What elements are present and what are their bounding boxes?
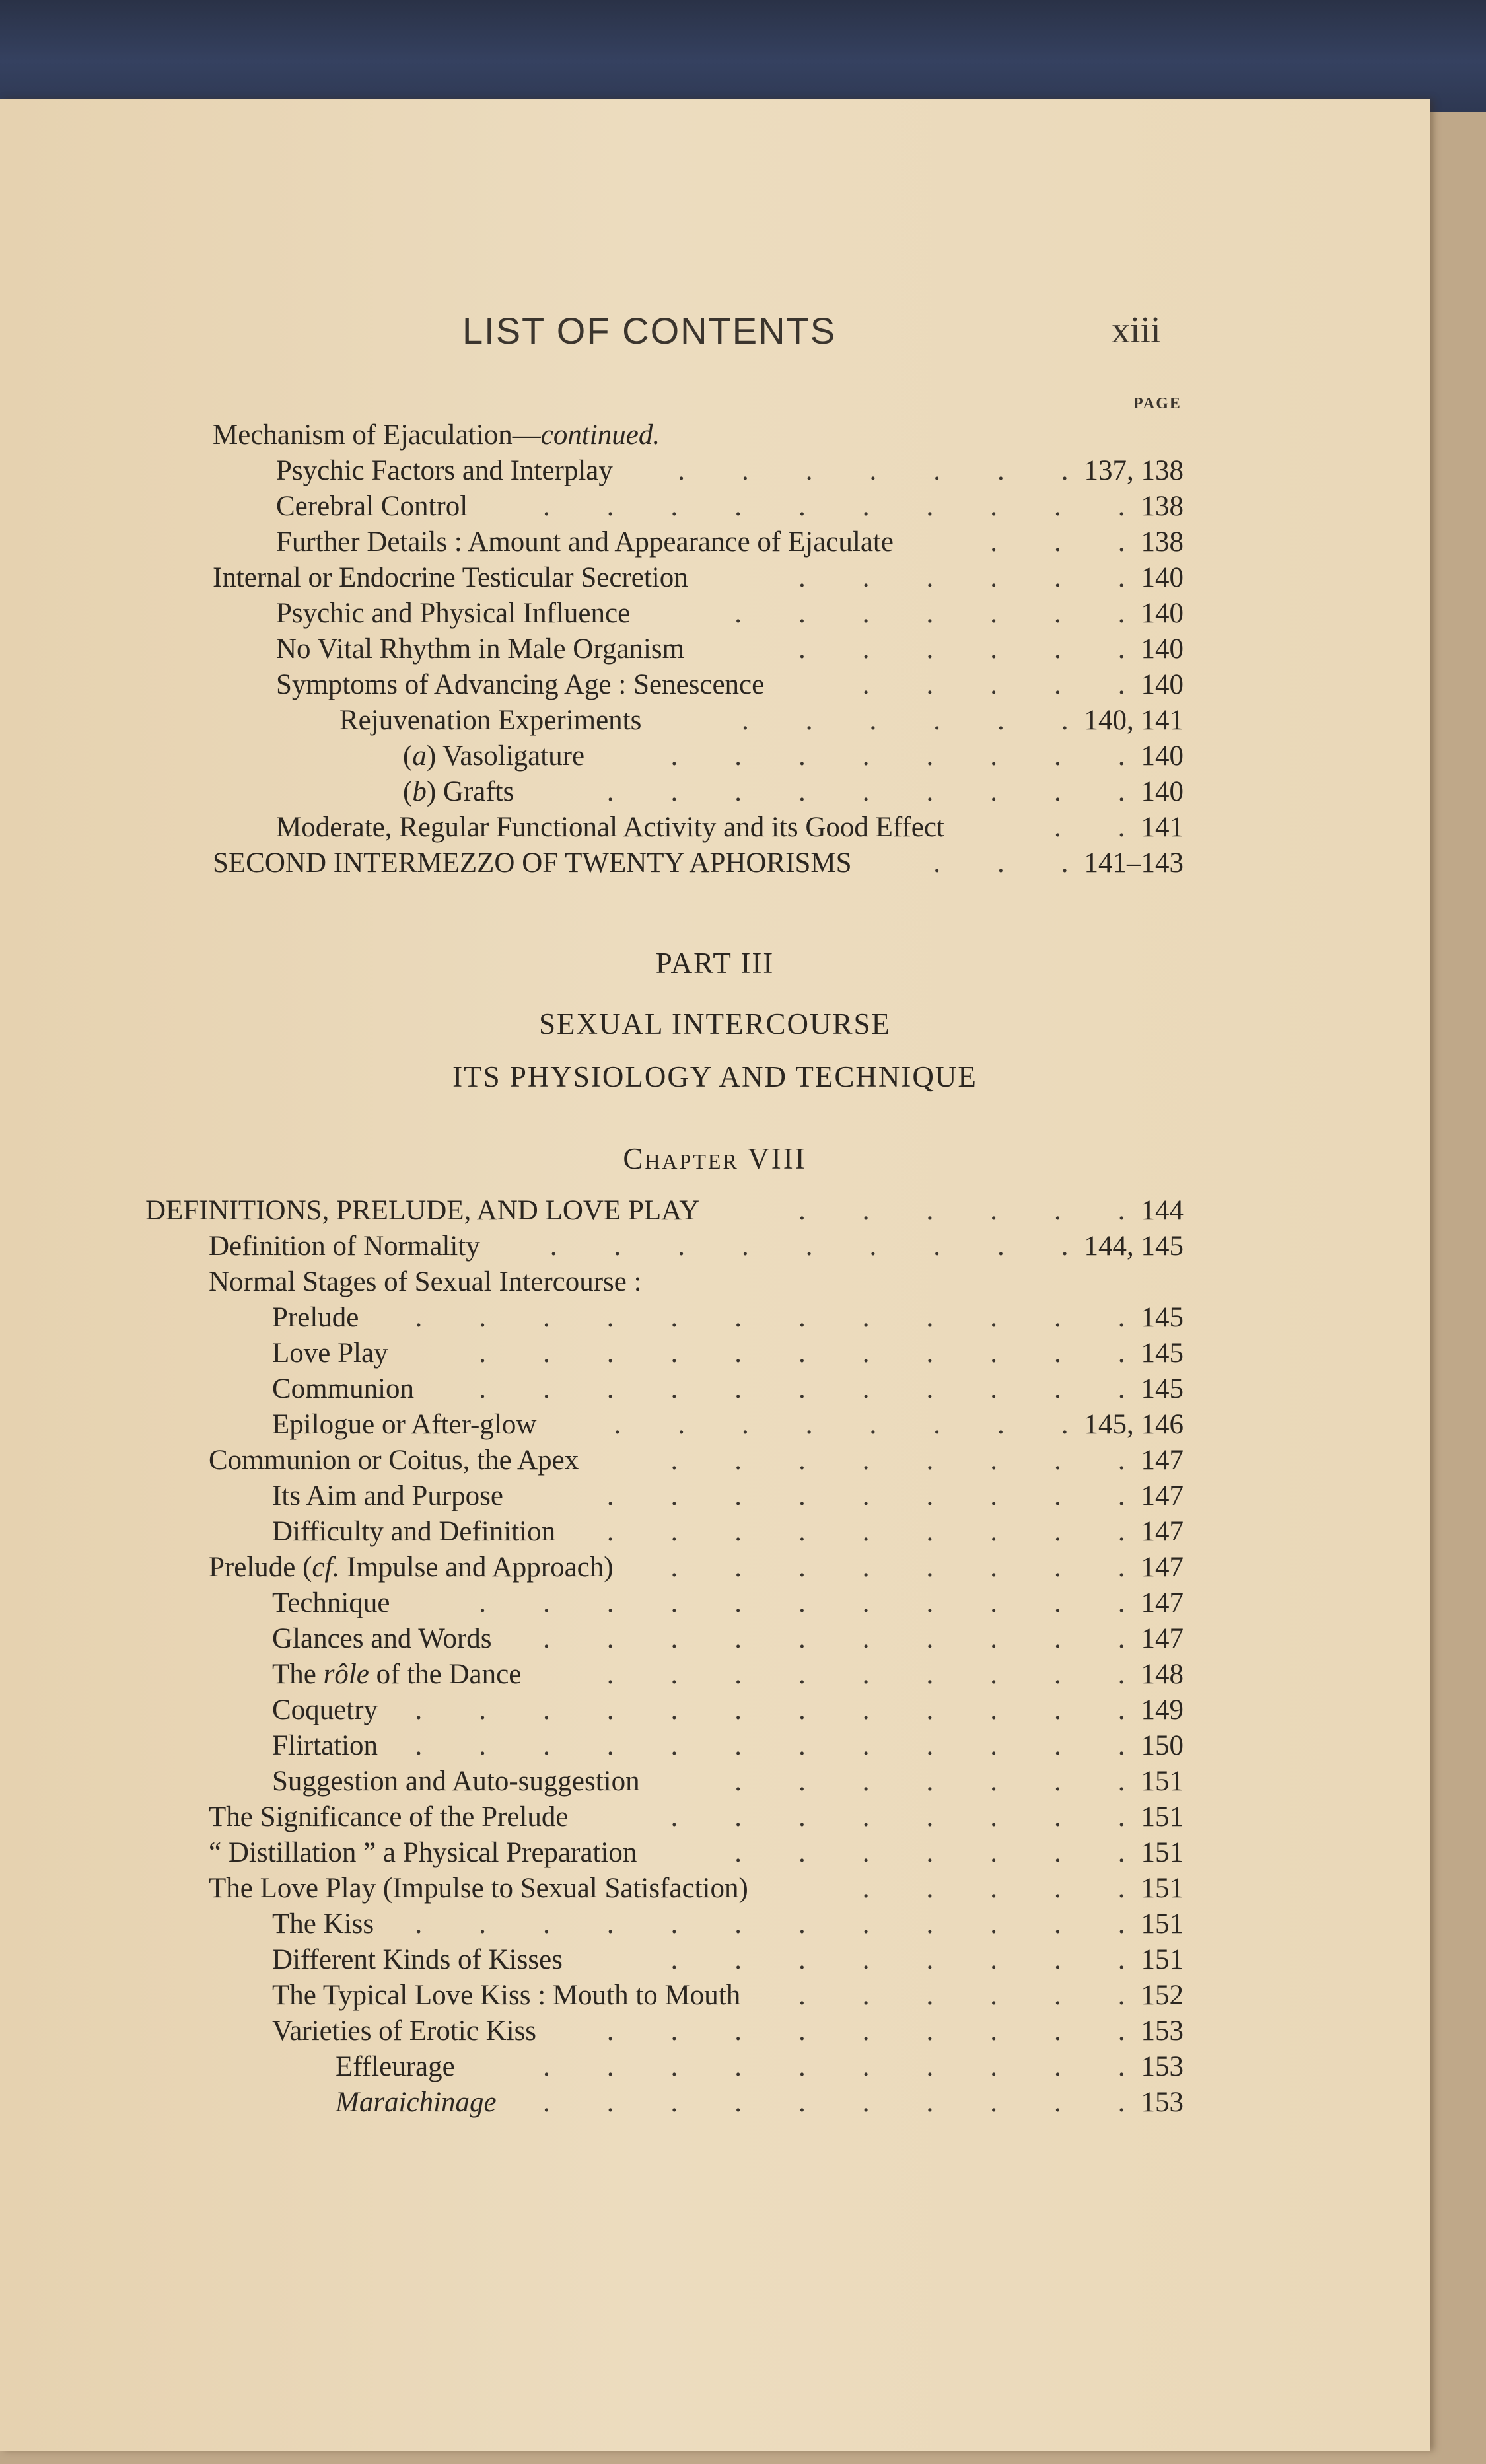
toc-entry [272, 1978, 1184, 2013]
toc-entry-label: (a) Vasoligature [403, 741, 585, 772]
toc-entry [209, 1550, 1184, 1585]
toc-leader-dots: . . . . . . . . . . . [479, 1587, 1125, 1618]
toc-leader-dots: . . . . . . . [734, 598, 1125, 629]
toc-entry [276, 489, 1184, 525]
toc-entry-page: 147 [1141, 1480, 1184, 1511]
toc-entry-label: Technique [272, 1587, 390, 1618]
toc-leader-dots: . . . . . . . . . [606, 1516, 1125, 1547]
toc-entry [403, 739, 1184, 774]
toc-entry [276, 453, 1184, 489]
toc-entry-label: Cerebral Control [276, 491, 468, 522]
toc-entry-label: Symptoms of Advancing Age : Senescence [276, 669, 765, 700]
toc-entry-label: Prelude [272, 1302, 359, 1333]
toc-leader-dots: . . . [990, 526, 1125, 558]
toc-entry [276, 632, 1184, 667]
toc-leader-dots: . . . . . . [798, 562, 1125, 593]
toc-entry-page: 140 [1141, 598, 1184, 629]
toc-entry-label: Normal Stages of Sexual Intercourse : [209, 1266, 642, 1297]
toc-entry-label: Communion [272, 1373, 415, 1404]
toc-leader-dots: . . . . . . . . [670, 1801, 1125, 1832]
toc-leader-dots: . . . [933, 848, 1069, 879]
toc-leader-dots: . . . . . . [798, 1980, 1125, 2011]
toc-entry-label-italic: continued. [540, 419, 660, 451]
toc-leader-dots: . . . . . . . . . [606, 2015, 1125, 2047]
toc-entry-page: 138 [1141, 491, 1184, 522]
toc-entry-label: Glances and Words [272, 1623, 492, 1654]
toc-entry [209, 1835, 1184, 1871]
toc-entry [209, 1871, 1184, 1906]
toc-entry-page: 153 [1141, 2051, 1184, 2082]
page-number: xiii [1112, 310, 1161, 351]
toc-leader-dots: . . . . . . . . . . [543, 1623, 1125, 1654]
page-column-label: PAGE [1133, 395, 1182, 412]
toc-entry-label: Rejuvenation Experiments [339, 705, 642, 736]
toc-entry-label: Flirtation [272, 1730, 378, 1761]
toc-entry-page: 140 [1141, 562, 1184, 593]
part-number: PART III [655, 947, 775, 980]
toc-leader-dots: . . . . . . . . . . . . [415, 1302, 1125, 1333]
toc-entry-page: 145 [1141, 1302, 1184, 1333]
toc-entry-page: 141 [1141, 812, 1184, 843]
toc-entry [272, 1764, 1184, 1799]
toc-entry-page: 140 [1141, 741, 1184, 772]
toc-entry-label: Prelude (cf. Impulse and Approach) [209, 1552, 614, 1583]
toc-entry-page: 153 [1141, 2087, 1184, 2118]
toc-entry-label: Definition of Normality [209, 1231, 480, 1262]
toc-leader-dots: . . . . . . . . [670, 1552, 1125, 1583]
toc-leader-dots: . . . . . . . . . . [543, 2087, 1125, 2118]
toc-entry-page: 153 [1141, 2015, 1184, 2047]
toc-entry [272, 2013, 1184, 2049]
toc-leader-dots: . . . . . . . . . . [543, 491, 1125, 522]
toc-entry-page: 147 [1141, 1516, 1184, 1547]
toc-entry [209, 1229, 1184, 1264]
toc-entry-page: 140, 141 [1084, 705, 1184, 736]
toc-leader-dots: . . . . . . . [734, 1766, 1125, 1797]
toc-entry-page: 137, 138 [1084, 455, 1184, 486]
toc-leader-dots: . . . . . . . . . [606, 776, 1125, 807]
part-title: SEXUAL INTERCOURSE [538, 1007, 892, 1040]
toc-entry-label: (b) Grafts [403, 776, 514, 807]
book-cover-edge [0, 0, 1486, 112]
toc-entry [336, 2085, 1184, 2120]
toc-entry-label: Mechanism of Ejaculation—continued. [213, 419, 660, 451]
toc-entry-label: Psychic Factors and Interplay [276, 455, 613, 486]
toc-entry [272, 1728, 1184, 1764]
toc-entry-page: 151 [1141, 1837, 1184, 1868]
toc-entry-label: Different Kinds of Kisses [272, 1944, 563, 1975]
toc-leader-dots: . . . . . . . . [670, 741, 1125, 772]
toc-entry-page: 151 [1141, 1908, 1184, 1939]
toc-entry-page: 138 [1141, 526, 1184, 558]
toc-entry [339, 703, 1184, 739]
toc-entry-label: Coquetry [272, 1694, 378, 1725]
toc-leader-dots: . . . . . . . . . [549, 1231, 1069, 1262]
toc-entry [209, 1264, 1184, 1300]
toc-entry [272, 1336, 1184, 1371]
toc-entry-label: Its Aim and Purpose [272, 1480, 503, 1511]
toc-leader-dots: . . . . . [862, 669, 1125, 700]
running-head-title: LIST OF CONTENTS [462, 310, 837, 351]
toc-entry-page: 144 [1141, 1195, 1184, 1226]
toc-entry-page: 145 [1141, 1373, 1184, 1404]
toc-leader-dots: . . . . . . . . [614, 1409, 1069, 1440]
toc-entry-label: Difficulty and Definition [272, 1516, 556, 1547]
toc-entry [272, 1942, 1184, 1978]
toc-entry-label: “ Distillation ” a Physical Preparation [209, 1837, 637, 1868]
toc-entry [272, 1371, 1184, 1407]
toc-entry-label: Further Details : Amount and Appearance of Ejaculate [276, 526, 894, 558]
chapter-heading: Chapter VIII [623, 1142, 807, 1175]
toc-entry-label: Epilogue or After-glow [272, 1409, 537, 1440]
toc-entry-label: Moderate, Regular Functional Activity and its Good Effect [276, 812, 944, 843]
toc-entry-page: 148 [1141, 1659, 1184, 1690]
toc-leader-dots: . . . . . . . . . . . . [415, 1908, 1125, 1939]
running-head [0, 309, 1430, 355]
toc-entry-label: Maraichinage [336, 2087, 497, 2118]
toc-entry [272, 1514, 1184, 1550]
toc-entry [276, 810, 1184, 846]
toc-entry-page: 147 [1141, 1552, 1184, 1583]
toc-entry [145, 1193, 1184, 1229]
toc-entry-page: 140 [1141, 776, 1184, 807]
toc-entry-label: Effleurage [336, 2051, 455, 2082]
toc-entry-page: 147 [1141, 1623, 1184, 1654]
toc-entry [213, 560, 1184, 596]
toc-entry [276, 667, 1184, 703]
toc-entry-page: 147 [1141, 1587, 1184, 1618]
toc-leader-dots: . . . . . . . . [670, 1445, 1125, 1476]
toc-entry-page: 145, 146 [1084, 1409, 1184, 1440]
toc-entry [336, 2049, 1184, 2085]
toc-entry-page: 150 [1141, 1730, 1184, 1761]
toc-entry-label: The Significance of the Prelude [209, 1801, 569, 1832]
toc-entry [272, 1692, 1184, 1728]
toc-entry-label: The rôle of the Dance [272, 1659, 522, 1690]
toc-entry-label: Internal or Endocrine Testicular Secretion [213, 562, 688, 593]
toc-entry-page: 140 [1141, 669, 1184, 700]
toc-entry [272, 1657, 1184, 1692]
toc-leader-dots: . . . . . . . [678, 455, 1069, 486]
toc-entry-page: 151 [1141, 1766, 1184, 1797]
toc-entry-label: Suggestion and Auto-suggestion [272, 1766, 640, 1797]
toc-leader-dots: . . . . . . . . . [606, 1659, 1125, 1690]
toc-leader-dots: . . . . . . [798, 634, 1125, 665]
toc-entry [213, 417, 1184, 453]
toc-leader-dots: . . . . . . . . . . . . [415, 1730, 1125, 1761]
toc-entry-page: 151 [1141, 1944, 1184, 1975]
toc-entry [276, 596, 1184, 632]
toc-entry-label: Varieties of Erotic Kiss [272, 2015, 537, 2047]
toc-entry-page: 145 [1141, 1338, 1184, 1369]
toc-entry [272, 1300, 1184, 1336]
toc-entry-page: 149 [1141, 1694, 1184, 1725]
toc-entry-page: 152 [1141, 1980, 1184, 2011]
toc-entry-label: The Kiss [272, 1908, 374, 1939]
toc-leader-dots: . . . . . . . . . [606, 1480, 1125, 1511]
toc-entry-label: DEFINITIONS, PRELUDE, AND LOVE PLAY [145, 1195, 700, 1226]
toc-entry-page: 151 [1141, 1801, 1184, 1832]
toc-leader-dots: . . . . . . . . . . . . [415, 1694, 1125, 1725]
part-subtitle: ITS PHYSIOLOGY AND TECHNIQUE [452, 1060, 977, 1093]
toc-entry-page: 144, 145 [1084, 1231, 1184, 1262]
toc-entry [272, 1407, 1184, 1443]
toc-leader-dots: . . . . . . [798, 1195, 1125, 1226]
toc-entry-label: Psychic and Physical Influence [276, 598, 631, 629]
toc-entry [276, 525, 1184, 560]
toc-entry [272, 1478, 1184, 1514]
toc-entry-label: The Typical Love Kiss : Mouth to Mouth [272, 1980, 741, 2011]
toc-entry-page: 140 [1141, 634, 1184, 665]
toc-entry [403, 774, 1184, 810]
toc-leader-dots: . . . . . . . . . . . [479, 1373, 1125, 1404]
toc-entry-page: 141–143 [1084, 848, 1184, 879]
toc-entry-label: No Vital Rhythm in Male Organism [276, 634, 685, 665]
toc-entry-label: Love Play [272, 1338, 388, 1369]
toc-entry [209, 1799, 1184, 1835]
toc-entry [272, 1621, 1184, 1657]
toc-leader-dots: . . . . . . . . [670, 1944, 1125, 1975]
toc-leader-dots: . . [1054, 812, 1125, 843]
toc-leader-dots: . . . . . . . . . . . [479, 1338, 1125, 1369]
toc-leader-dots: . . . . . . . . . . [543, 2051, 1125, 2082]
toc-entry-page: 151 [1141, 1873, 1184, 1904]
toc-entry-label: Communion or Coitus, the Apex [209, 1445, 579, 1476]
toc-entry-label: The Love Play (Impulse to Sexual Satisfaction) [209, 1873, 748, 1904]
toc-leader-dots: . . . . . . [742, 705, 1069, 736]
toc-entry [213, 846, 1184, 881]
toc-entry [272, 1906, 1184, 1942]
toc-leader-dots: . . . . . . . [734, 1837, 1125, 1868]
toc-entry [272, 1585, 1184, 1621]
toc-entry-page: 147 [1141, 1445, 1184, 1476]
toc-entry-label: SECOND INTERMEZZO OF TWENTY APHORISMS [213, 848, 852, 879]
toc-entry [209, 1443, 1184, 1478]
toc-leader-dots: . . . . . [862, 1873, 1125, 1904]
